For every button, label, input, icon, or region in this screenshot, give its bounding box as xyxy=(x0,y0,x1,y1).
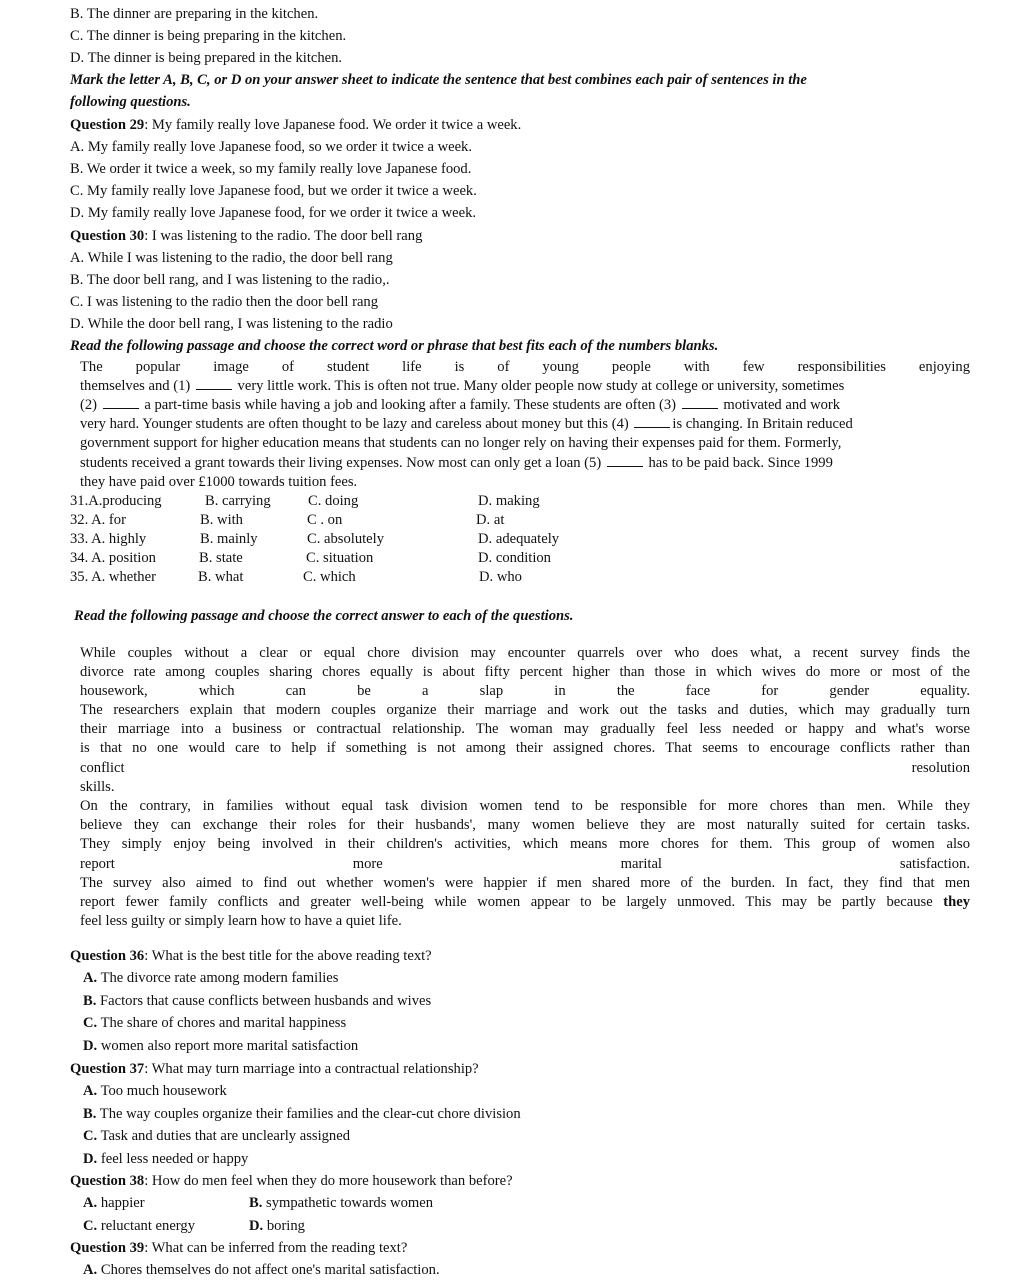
option-a: 35. A. whether xyxy=(70,569,156,585)
option-text: happier xyxy=(97,1195,145,1211)
passage-text: a part-time basis while having a job and looking after a family. These students are often (3) xyxy=(144,397,677,413)
option-text: women also report more marital satisfaction xyxy=(97,1038,359,1054)
passage-text: themselves and (1) xyxy=(80,378,191,394)
q29-option-d: D. My family really love Japanese food, for we order it twice a week. xyxy=(70,205,477,221)
q30-option-d: D. While the door bell rang, I was listening to the radio xyxy=(70,316,393,332)
q30-option-a: A. While I was listening to the radio, the door bell rang xyxy=(70,250,393,266)
option-letter: B. xyxy=(249,1195,263,1211)
option-a: 31.A.producing xyxy=(70,493,162,509)
q30-option-b: B. The door bell rang, and I was listening to the radio,. xyxy=(70,272,390,288)
q36-option-d xyxy=(83,1037,358,1055)
cloze-instruction: Read the following passage and choose the correct word or phrase that best fits each of the numbers blanks. xyxy=(70,338,719,354)
option-d: D. who xyxy=(479,569,522,585)
reading-instruction: Read the following passage and choose the correct answer to each of the questions. xyxy=(74,608,574,624)
option-a: 33. A. highly xyxy=(70,531,147,547)
option-letter: B. xyxy=(83,993,97,1009)
option-letter: C. xyxy=(83,1015,98,1031)
question-30 xyxy=(70,227,422,245)
passage-line: The popular image of student life is of young people with few responsibilities enjoying xyxy=(80,359,970,375)
passage-line: housework, which can be a slap in the face for gender equality. xyxy=(80,683,970,699)
question-text: : My family really love Japanese food. We order it twice a week. xyxy=(144,117,522,133)
q30-option-c: C. I was listening to the radio then the door bell rang xyxy=(70,294,379,310)
option-text: The divorce rate among modern families xyxy=(97,970,339,986)
blank-4 xyxy=(634,415,670,428)
passage-line xyxy=(80,415,970,434)
passage-line: they have paid over £1000 towards tuition fees. xyxy=(80,474,358,490)
q36-option-a xyxy=(83,969,338,987)
passage-line: The survey also aimed to find out whether women's were happier if men shared more of the burden. In fact, they find that men xyxy=(80,875,970,891)
blank-2 xyxy=(103,396,139,409)
question-text: : What can be inferred from the reading text? xyxy=(144,1240,408,1256)
q28-option-b: B. The dinner are preparing in the kitchen. xyxy=(70,6,319,22)
question-37 xyxy=(70,1060,479,1078)
blank-3 xyxy=(682,396,718,409)
question-39 xyxy=(70,1239,407,1257)
option-c: C. doing xyxy=(308,493,359,509)
q38-option-d xyxy=(249,1217,305,1235)
passage-line: divorce rate among couples sharing chores equally is about fifty percent higher than those in which wives do more or most of the xyxy=(80,664,970,680)
q29-option-b: B. We order it twice a week, so my family really love Japanese food. xyxy=(70,161,472,177)
question-label: Question 39 xyxy=(70,1240,145,1256)
option-letter: C. xyxy=(83,1218,98,1234)
question-text: : What may turn marriage into a contractual relationship? xyxy=(144,1061,479,1077)
blank-1 xyxy=(196,377,232,390)
passage-line: report more marital satisfaction. xyxy=(80,856,970,872)
question-label: Question 30 xyxy=(70,228,145,244)
passage-text: has to be paid back. Since 1999 xyxy=(648,455,833,471)
q37-option-c xyxy=(83,1127,350,1145)
q38-option-c xyxy=(83,1217,195,1235)
q28-option-d: D. The dinner is being prepared in the kitchen. xyxy=(70,50,343,66)
option-text: Chores themselves do not affect one's marital satisfaction. xyxy=(97,1262,440,1278)
q37-option-a xyxy=(83,1082,227,1100)
q37-option-d xyxy=(83,1150,248,1168)
question-label: Question 38 xyxy=(70,1173,145,1189)
passage-line: While couples without a clear or equal chore division may encounter quarrels over who does what, a recent survey finds the xyxy=(80,645,970,661)
combine-instruction-cont: following questions. xyxy=(70,94,191,110)
passage-text: very hard. Younger students are often thought to be lazy and careless about money but this (4) xyxy=(80,416,629,432)
question-29 xyxy=(70,116,521,134)
option-text: boring xyxy=(263,1218,305,1234)
option-b: B. what xyxy=(198,569,244,585)
q36-option-b xyxy=(83,992,431,1010)
q29-option-a: A. My family really love Japanese food, so we order it twice a week. xyxy=(70,139,473,155)
option-text: The way couples organize their families and the clear-cut chore division xyxy=(96,1106,521,1122)
option-letter: C. xyxy=(83,1128,98,1144)
passage-line: government support for higher education means that students can no longer rely on having their expenses paid for them. Formerly, xyxy=(80,435,842,451)
option-c: C. situation xyxy=(306,550,374,566)
option-letter: A. xyxy=(83,970,98,986)
option-text: The share of chores and marital happiness xyxy=(97,1015,347,1031)
option-d: D. adequately xyxy=(478,531,560,547)
option-letter: B. xyxy=(83,1106,97,1122)
passage-text: motivated and work xyxy=(723,397,841,413)
option-letter: D. xyxy=(83,1038,98,1054)
question-label: Question 29 xyxy=(70,117,145,133)
option-c: C. absolutely xyxy=(307,531,385,547)
option-letter: A. xyxy=(83,1195,98,1211)
passage-line: The researchers explain that modern couples organize their marriage and work out the tasks and duties, which may gradually turn xyxy=(80,702,970,718)
passage-text: very little work. This is often not true. Many older people now study at college or university, sometimes xyxy=(237,378,845,394)
option-c: C. which xyxy=(303,569,356,585)
option-text: feel less needed or happy xyxy=(97,1151,249,1167)
passage-line: their marriage into a business or contractual relationship. The woman may gradually feel less needed or happy and what's worse xyxy=(80,721,970,737)
blank-5 xyxy=(607,454,643,467)
passage-line: feel less guilty or simply learn how to have a quiet life. xyxy=(80,913,402,929)
q38-option-b xyxy=(249,1194,433,1212)
question-text: : What is the best title for the above reading text? xyxy=(144,948,432,964)
question-38 xyxy=(70,1172,513,1190)
option-text: Factors that cause conflicts between husbands and wives xyxy=(96,993,432,1009)
question-36 xyxy=(70,947,432,965)
passage-text: is changing. In Britain reduced xyxy=(672,416,853,432)
passage-line: skills. xyxy=(80,779,115,795)
option-letter: D. xyxy=(83,1151,98,1167)
option-b: B. with xyxy=(200,512,243,528)
q38-option-a xyxy=(83,1194,145,1212)
option-d: D. at xyxy=(476,512,505,528)
passage-line: believe they can exchange their roles for their husbands', many women believe they are most naturally suited for certain tasks. xyxy=(80,817,970,833)
passage-line xyxy=(80,454,970,473)
option-letter: A. xyxy=(83,1083,98,1099)
passage-line: On the contrary, in families without equal task division women tend to be responsible for more chores than men. While they xyxy=(80,798,970,814)
option-letter: D. xyxy=(249,1218,264,1234)
passage-line: conflict resolution xyxy=(80,760,970,776)
option-d: D. making xyxy=(478,493,540,509)
option-b: B. state xyxy=(199,550,243,566)
q37-option-b xyxy=(83,1105,521,1123)
question-text: : How do men feel when they do more housework than before? xyxy=(144,1173,513,1189)
question-text: : I was listening to the radio. The door bell rang xyxy=(144,228,423,244)
option-a: 32. A. for xyxy=(70,512,126,528)
option-b: B. carrying xyxy=(205,493,271,509)
passage-line: They simply enjoy being involved in their children's activities, which means more chores for them. This group of women also xyxy=(80,836,970,852)
option-a: 34. A. position xyxy=(70,550,156,566)
passage-text: students received a grant towards their living expenses. Now most can only get a loan (5) xyxy=(80,455,602,471)
option-d: D. condition xyxy=(478,550,551,566)
passage-line xyxy=(80,893,970,912)
q36-option-c xyxy=(83,1014,346,1032)
option-text: reluctant energy xyxy=(97,1218,195,1234)
option-letter: A. xyxy=(83,1262,98,1278)
option-text: Too much housework xyxy=(97,1083,227,1099)
combine-instruction: Mark the letter A, B, C, or D on your answer sheet to indicate the sentence that best combines each pair of sentences in the xyxy=(70,72,807,88)
q29-option-c: C. My family really love Japanese food, but we order it twice a week. xyxy=(70,183,477,199)
passage-text: report fewer family conflicts and greater well-being while women appear to be largely unmoved. This may be partly because xyxy=(80,894,933,910)
passage-bold-word: they xyxy=(943,894,970,910)
passage-text: (2) xyxy=(80,397,98,413)
option-c: C . on xyxy=(307,512,343,528)
passage-line xyxy=(80,396,970,415)
passage-line: is that no one would care to help if something is not among their assigned chores. That seems to encourage conflicts rather than xyxy=(80,740,970,756)
option-text: Task and duties that are unclearly assigned xyxy=(97,1128,351,1144)
question-label: Question 36 xyxy=(70,948,145,964)
q39-option-a xyxy=(83,1261,440,1279)
option-b: B. mainly xyxy=(200,531,258,547)
q28-option-c: C. The dinner is being preparing in the kitchen. xyxy=(70,28,347,44)
question-label: Question 37 xyxy=(70,1061,145,1077)
option-text: sympathetic towards women xyxy=(262,1195,434,1211)
passage-line xyxy=(80,377,970,396)
